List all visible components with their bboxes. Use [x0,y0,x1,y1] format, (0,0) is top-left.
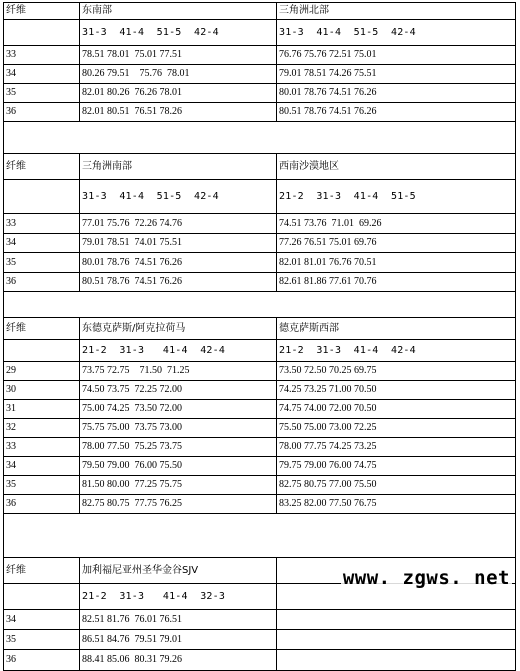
table-row [4,273,516,292]
grades-a: 21-2 31-3 41-4 42-4 [80,340,277,362]
fiber-value: 30 [4,381,80,400]
price-values-b: 83.25 82.00 77.50 76.75 [277,495,516,514]
fiber-header: 纤维 [4,154,80,180]
price-values-b [277,650,516,671]
region-b-header: 三角洲北部 [277,3,516,20]
price-values-a: 80.51 78.76 74.51 76.26 [80,273,277,292]
fiber-header: 纤维 [4,3,80,20]
grades-b: 21-2 31-3 41-4 42-4 [277,340,516,362]
price-values-a: 75.75 75.00 73.75 73.00 [80,419,277,438]
fiber-value: 31 [4,400,80,419]
fiber-blank-cell [4,584,80,610]
fiber-value: 36 [4,495,80,514]
price-values-a: 88.41 85.06 80.31 79.26 [80,650,277,671]
price-values-b: 78.00 77.75 74.25 73.25 [277,438,516,457]
table-row [4,318,516,340]
price-values-b: 80.51 78.76 74.51 76.26 [277,103,516,122]
price-values-a: 79.50 79.00 76.00 75.50 [80,457,277,476]
price-values-b: 82.01 81.01 76.76 70.51 [277,253,516,273]
grades-b: 31-3 41-4 51-5 42-4 [277,20,516,46]
price-values-b: 73.50 72.50 70.25 69.75 [277,362,516,381]
price-values-b: 74.51 73.76 71.01 69.26 [277,214,516,234]
table-row [4,630,516,650]
table-row [4,495,516,514]
section-spacer [4,292,516,318]
table-row [4,214,516,234]
price-values-a: 82.51 81.76 76.01 76.51 [80,610,277,630]
price-values-b: 74.75 74.00 72.00 70.50 [277,400,516,419]
fiber-header: 纤维 [4,318,80,340]
price-values-a: 79.01 78.51 74.01 75.51 [80,234,277,253]
section-spacer-row [4,122,516,154]
table-row [4,476,516,495]
price-values-a: 80.01 78.76 74.51 76.26 [80,253,277,273]
fiber-value: 32 [4,419,80,438]
price-values-a: 77.01 75.76 72.26 74.76 [80,214,277,234]
table-row [4,253,516,273]
price-values-b: 82.61 81.86 77.61 70.76 [277,273,516,292]
fiber-blank-cell [4,20,80,46]
table-row [4,381,516,400]
table-row [4,84,516,103]
section-spacer-row [4,514,516,558]
price-values-a: 78.51 78.01 75.01 77.51 [80,46,277,65]
region-b-header: 西南沙漠地区 [277,154,516,180]
fiber-value: 33 [4,438,80,457]
fiber-value: 33 [4,46,80,65]
table-row [4,65,516,84]
price-values-a: 82.01 80.51 76.51 78.26 [80,103,277,122]
table-row [4,234,516,253]
fiber-value: 35 [4,630,80,650]
price-values-b: 75.50 75.00 73.00 72.25 [277,419,516,438]
price-values-a: 73.75 72.75 71.50 71.25 [80,362,277,381]
table-row [4,180,516,214]
table-row [4,400,516,419]
section-spacer-row [4,292,516,318]
price-values-b: 80.01 78.76 74.51 76.26 [277,84,516,103]
table-row [4,154,516,180]
table-row [4,103,516,122]
price-values-a: 74.50 73.75 72.25 72.00 [80,381,277,400]
table-row [4,438,516,457]
region-a-header: 加利福尼亚州圣华金谷SJV [80,558,277,584]
price-values-a: 78.00 77.50 75.25 73.75 [80,438,277,457]
price-values-a: 75.00 74.25 73.50 72.00 [80,400,277,419]
grades-a: 31-3 41-4 51-5 42-4 [80,180,277,214]
fiber-value: 34 [4,234,80,253]
table-row [4,46,516,65]
grades-a: 21-2 31-3 41-4 32-3 [80,584,277,610]
price-values-a: 81.50 80.00 77.25 75.75 [80,476,277,495]
fiber-value: 35 [4,253,80,273]
price-values-b: 74.25 73.25 71.00 70.50 [277,381,516,400]
fiber-header: 纤维 [4,558,80,584]
price-values-b: 82.75 80.75 77.00 75.50 [277,476,516,495]
fiber-value: 35 [4,84,80,103]
fiber-value: 34 [4,610,80,630]
table-row [4,3,516,20]
fiber-value: 35 [4,476,80,495]
region-a-header: 东南部 [80,3,277,20]
fiber-blank-cell [4,180,80,214]
price-values-b: 76.76 75.76 72.51 75.01 [277,46,516,65]
price-values-a: 82.75 80.75 77.75 76.25 [80,495,277,514]
grades-a: 31-3 41-4 51-5 42-4 [80,20,277,46]
fiber-value: 36 [4,650,80,671]
price-values-b: 79.01 78.51 74.26 75.51 [277,65,516,84]
fiber-value: 34 [4,65,80,84]
fiber-value: 36 [4,273,80,292]
fiber-value: 29 [4,362,80,381]
price-values-a: 80.26 79.51 75.76 78.01 [80,65,277,84]
table-row [4,650,516,671]
table-row [4,362,516,381]
section-spacer [4,514,516,558]
fiber-value: 33 [4,214,80,234]
price-values-a: 82.01 80.26 76.26 78.01 [80,84,277,103]
fiber-blank-cell [4,340,80,362]
section-spacer [4,122,516,154]
price-values-a: 86.51 84.76 79.51 79.01 [80,630,277,650]
fiber-value: 34 [4,457,80,476]
table-row [4,419,516,438]
table-row [4,340,516,362]
price-values-b: 79.75 79.00 76.00 74.75 [277,457,516,476]
watermark: www. zgws. net [342,567,510,589]
region-b-header: 德克萨斯西部 [277,318,516,340]
table-row [4,457,516,476]
fiber-value: 36 [4,103,80,122]
region-a-header: 三角洲南部 [80,154,277,180]
price-values-b: 77.26 76.51 75.01 69.76 [277,234,516,253]
table-row [4,20,516,46]
grades-b: 21-2 31-3 41-4 51-5 [277,180,516,214]
price-values-b [277,630,516,650]
region-a-header: 东德克萨斯/阿克拉荷马 [80,318,277,340]
